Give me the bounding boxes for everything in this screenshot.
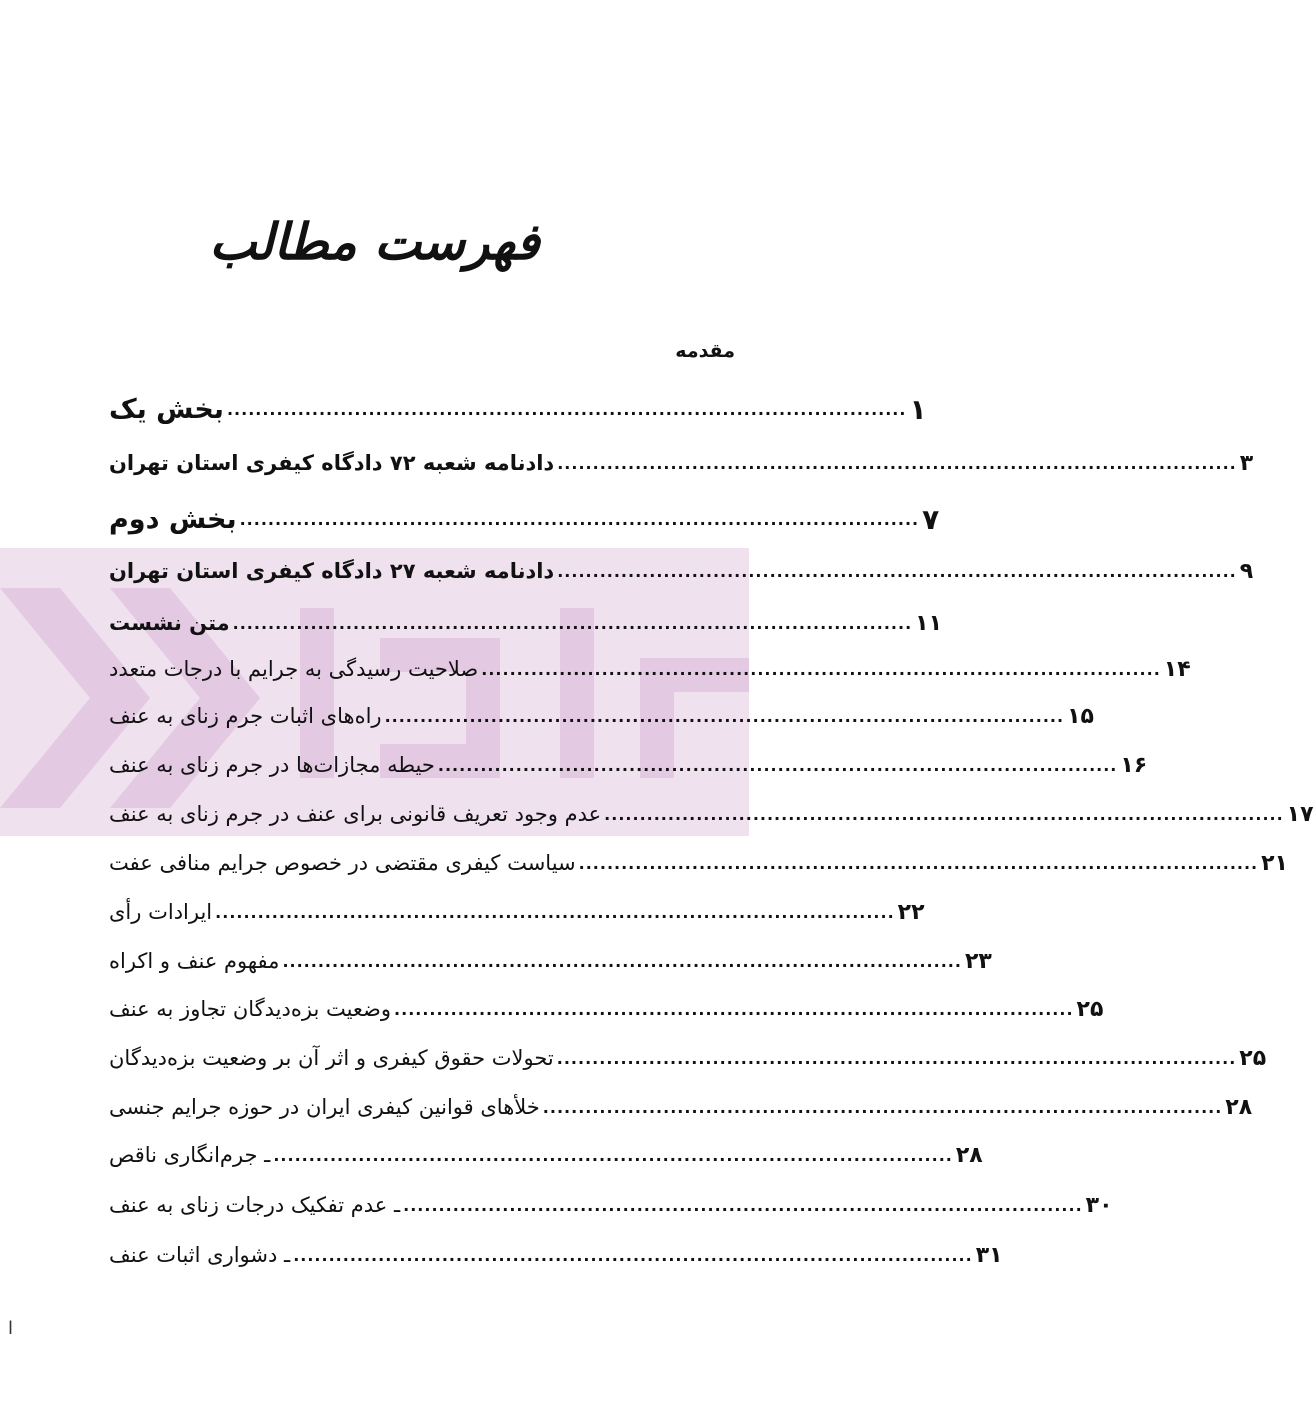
dot-leader: ................................................................................................ [384, 706, 1065, 726]
toc-entry[interactable] [109, 1230, 1003, 1280]
dot-leader: ................................................................................................ [282, 951, 962, 971]
dot-leader: ................................................................................................ [557, 453, 1237, 473]
toc-entry-title: ـ عدم تفکیک درجات زنای به عنف [109, 1193, 401, 1217]
toc-entry-page: ۲۳ [964, 948, 992, 974]
toc-entry-page: ۲۵ [1076, 996, 1104, 1022]
dot-leader: ................................................................................................ [273, 1145, 953, 1165]
toc-entry-title: خلأهای قوانین کیفری ایران در حوزه جرایم جنسی [109, 1095, 540, 1119]
toc-entry[interactable] [109, 936, 992, 986]
toc-entry[interactable] [109, 644, 1191, 694]
dot-leader: ................................................................................................ [604, 804, 1284, 824]
toc-entry-title: سیاست کیفری مقتضی در خصوص جرایم منافی عفت [109, 851, 576, 875]
toc-entry-page: ۲۸ [1225, 1094, 1253, 1120]
dot-leader: ................................................................................................ [226, 399, 907, 419]
toc-entry-title: مفهوم عنف و اکراه [109, 949, 280, 973]
toc-entry[interactable] [109, 598, 942, 648]
dot-leader: ................................................................................................ [542, 1097, 1223, 1117]
toc-entry[interactable] [109, 740, 1148, 790]
toc-entry-title: دادنامه شعبه ۲۷ دادگاه کیفری استان تهران [109, 559, 555, 583]
toc-entry-page: ۳۰ [1085, 1192, 1113, 1218]
dot-leader: ................................................................................................ [293, 1245, 973, 1265]
toc-entry-page: ۷ [922, 502, 940, 536]
toc-entry-page: ۱۶ [1120, 752, 1148, 778]
toc-entry-title: صلاحیت رسیدگی به جرایم با درجات متعدد [109, 657, 479, 681]
toc-entry-page: ۲۵ [1239, 1045, 1267, 1071]
page-title: فهرست مطالب [209, 212, 540, 271]
toc-entry[interactable] [109, 691, 1094, 741]
toc-entry[interactable] [109, 1130, 983, 1180]
toc-entry-page: ۲۸ [955, 1142, 983, 1168]
toc-entry-title: بخش دوم [109, 503, 237, 535]
toc-entry-page: ۱۱ [915, 610, 942, 636]
dot-leader: ................................................................................................ [556, 1048, 1237, 1068]
dot-leader: ................................................................................................ [215, 902, 895, 922]
toc-entry[interactable] [109, 789, 1314, 839]
toc-entry-title: ـ جرم‌انگاری ناقص [109, 1143, 271, 1167]
toc-entry[interactable] [109, 384, 927, 434]
dot-leader: ................................................................................................ [403, 1195, 1083, 1215]
toc-entry[interactable] [109, 984, 1104, 1034]
dot-leader: ................................................................................................ [239, 509, 920, 529]
toc-entry-title: عدم وجود تعریف قانونی برای عنف در جرم زنای به عنف [109, 802, 602, 826]
dot-leader: ................................................................................................ [394, 999, 1074, 1019]
toc-entry[interactable] [109, 838, 1288, 888]
dot-leader: ................................................................................................ [578, 853, 1259, 873]
toc-entry-title: تحولات حقوق کیفری و اثر آن بر وضعیت بزه‌دیدگان [109, 1046, 554, 1070]
toc-entry-page: ۲۱ [1261, 850, 1288, 876]
toc-entry-title: بخش یک [109, 393, 224, 425]
margin-mark: ا [8, 1318, 14, 1339]
toc-entry-title: ایرادات رأی [109, 900, 213, 924]
toc-entry[interactable] [109, 1180, 1113, 1230]
dot-leader: ................................................................................................ [481, 659, 1161, 679]
toc-entry-title: متن نشست [109, 611, 230, 635]
toc-entry-title: حیطه مجازات‌ها در جرم زنای به عنف [109, 753, 435, 777]
toc-entry[interactable] [109, 1033, 1267, 1083]
toc-entry-page: ۱۷ [1286, 801, 1314, 827]
toc-entry-title: وضعیت بزه‌دیدگان تجاوز به عنف [109, 997, 392, 1021]
toc-entry[interactable] [109, 494, 940, 544]
toc-entry[interactable] [109, 887, 925, 937]
toc-entry-title: دادنامه شعبه ۷۲ دادگاه کیفری استان تهران [109, 451, 555, 475]
toc-entry-title: ـ دشواری اثبات عنف [109, 1243, 291, 1267]
toc-entry-page: ۱۴ [1163, 656, 1191, 682]
toc-entry-title: راه‌های اثبات جرم زنای به عنف [109, 704, 382, 728]
toc-entry[interactable] [109, 438, 1254, 488]
intro-heading: مقدمه [675, 340, 735, 362]
toc-entry-page: ۳ [1239, 450, 1254, 476]
toc-entry-page: ۳۱ [975, 1242, 1003, 1268]
dot-leader: ................................................................................................ [437, 755, 1118, 775]
toc-entry-page: ۱ [909, 392, 927, 426]
dot-leader: ................................................................................................ [232, 613, 913, 633]
toc-entry-page: ۹ [1239, 558, 1254, 584]
toc-entry[interactable] [109, 546, 1254, 596]
toc-entry-page: ۱۵ [1067, 703, 1094, 729]
toc-entry[interactable] [109, 1082, 1253, 1132]
toc-entry-page: ۲۲ [897, 899, 925, 925]
dot-leader: ................................................................................................ [557, 561, 1237, 581]
